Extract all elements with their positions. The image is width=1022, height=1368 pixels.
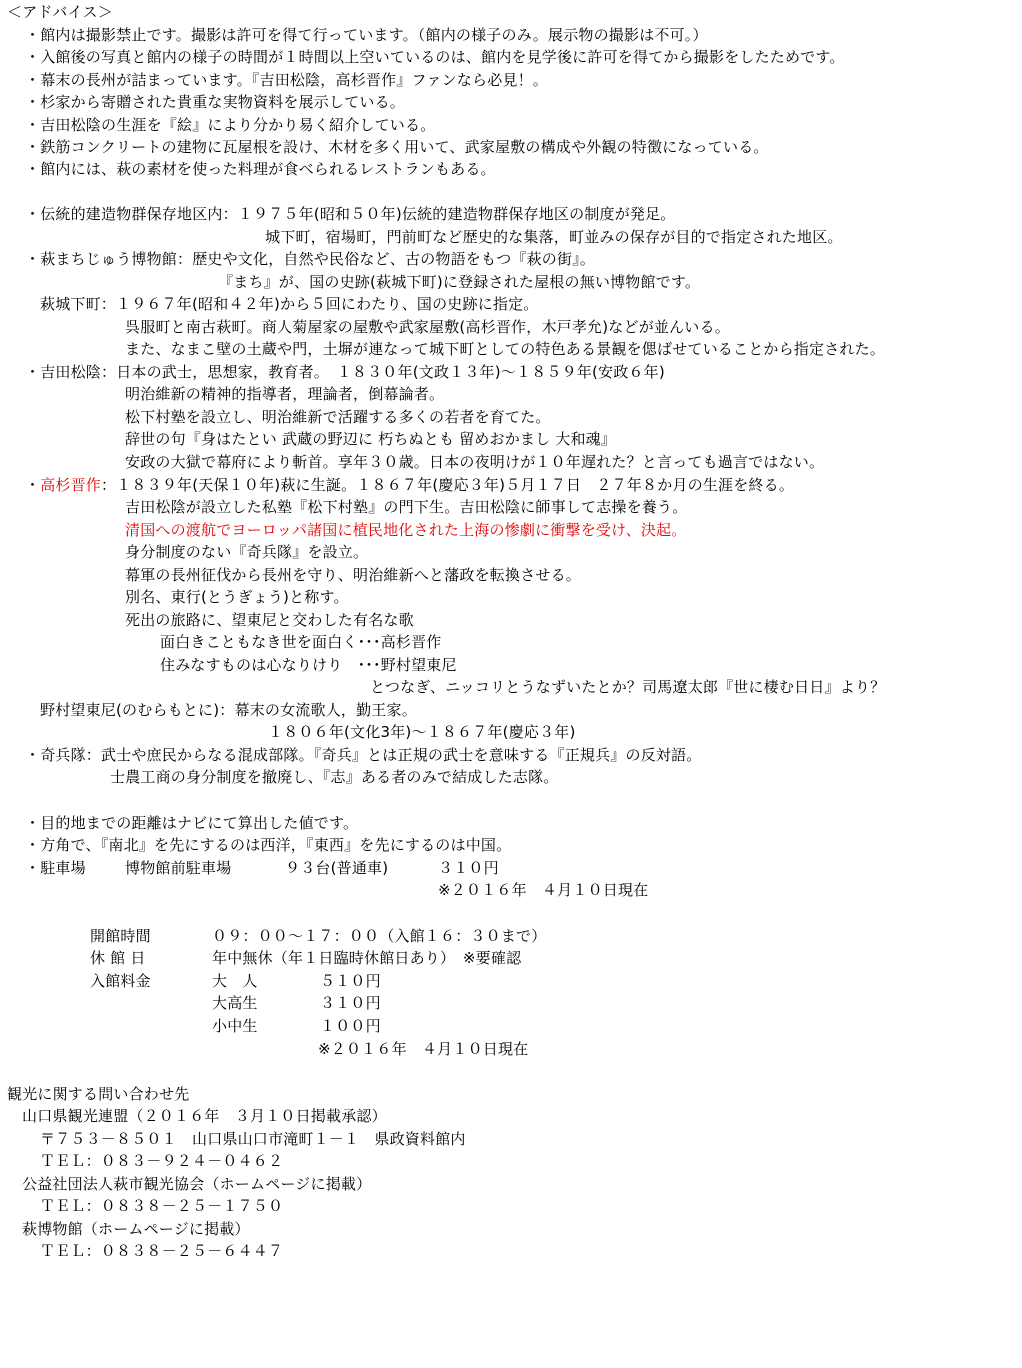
hours-fee-label: 入館料金: [90, 972, 151, 990]
glossary-jokamachi: 萩城下町：１９６７年(昭和４２年)から５回にわたり、国の史跡に指定。: [40, 295, 539, 313]
glossary-machijuu-detail: 『まち』が、国の史跡(萩城下町)に登録された屋根の無い博物館です。: [218, 273, 701, 291]
parking-count: ９３台(普通車): [285, 859, 389, 877]
advice-item: ・幕末の長州が詰まっています。『吉田松陰，高杉晋作』ファンなら必見！。: [25, 71, 549, 89]
glossary-takasugi-detail: 身分制度のない『奇兵隊』を設立。: [125, 543, 369, 561]
contact-org: 公益社団法人萩市観光協会（ホームページに掲載）: [22, 1175, 372, 1193]
fee-price: １００円: [320, 1017, 381, 1035]
parking-label: ・駐車場: [25, 859, 86, 877]
poem-line: 面白きこともなき世を面白く･･･高杉晋作: [160, 633, 442, 651]
fee-who: 大高生: [212, 994, 258, 1012]
glossary-yoshida: ・吉田松陰：日本の武士，思想家，教育者。 １８３０年(文政１３年)～１８５９年(安政６年): [25, 363, 665, 381]
glossary-dentou-detail: 城下町，宿場町，門前町など歴史的な集落，町並みの保存が目的で指定された地区。: [265, 228, 843, 246]
glossary-takasugi-detail: 幕軍の長州征伐から長州を守り、明治維新へと藩政を転換させる。: [125, 566, 582, 584]
parking-name: 博物館前駐車場: [125, 859, 232, 877]
note-item: ・目的地までの距離はナビにて算出した値です。: [25, 814, 359, 832]
advice-item: ・杉家から寄贈された貴重な実物資料を展示している。: [25, 93, 406, 111]
contact-heading: 観光に関する問い合わせ先: [7, 1085, 190, 1103]
glossary-kiheitai-detail: 士農工商の身分制度を撤廃し、『志』ある者のみで結成した志隊。: [110, 768, 559, 786]
takasugi-summary: ：１８３９年(天保１０年)萩に生誕。１８６７年(慶応３年)５月１７日 ２７年８か月の生涯を終る。: [101, 476, 795, 494]
advice-item: ・鉄筋コンクリートの建物に瓦屋根を設け、木材を多く用いて、武家屋敷の構成や外観の特徴になっている。: [25, 138, 769, 156]
advice-item: ・入館後の写真と館内の様子の時間が１時間以上空いているのは、館内を見学後に許可を得てから撮影をしたためです。: [25, 48, 845, 66]
glossary-takasugi: [25, 475, 794, 495]
contact-tel: ＴＥＬ：０８３－９２４－０４６２: [40, 1152, 284, 1170]
note-item: ・方角で、『南北』を先にするのは西洋，『東西』を先にするのは中国。: [25, 836, 512, 854]
contact-address: 〒７５３－８５０１ 山口県山口市滝町１－１ 県政資料館内: [40, 1130, 466, 1148]
contact-org: 萩博物館（ホームページに掲載）: [22, 1220, 250, 1238]
hours-open-label: 開館時間: [90, 927, 151, 945]
hours-closed-value: 年中無休（年１日臨時休館日あり） ※要確認: [212, 949, 522, 967]
takasugi-name: 高杉晋作: [40, 476, 102, 494]
fee-who: 大 人: [212, 972, 258, 990]
glossary-takasugi-highlight: 清国への渡航でヨーロッパ諸国に植民地化された上海の惨劇に衝撃を受け、決起。: [125, 521, 687, 539]
glossary-machijuu: ・萩まちじゅう博物館：歴史や文化，自然や民俗など、古の物語をもつ『萩の街』。: [25, 250, 596, 268]
fee-price: ５１０円: [320, 972, 381, 990]
glossary-yoshida-detail: 辞世の句『身はたとい 武蔵の野辺に 朽ちぬとも 留めおかまし 大和魂』: [125, 430, 617, 448]
glossary-yoshida-detail: 安政の大獄で幕府により斬首。享年３０歳。日本の夜明けが１０年遅れた？と言っても過言ではない。: [125, 453, 825, 471]
contact-tel: ＴＥＬ：０８３８－２５－６４４７: [40, 1242, 284, 1260]
contact-tel: ＴＥＬ：０８３８－２５－１７５０: [40, 1197, 284, 1215]
contact-org: 山口県観光連盟（２０１６年 ３月１０日掲載承認）: [22, 1107, 387, 1125]
glossary-nomura-detail: １８０６年(文化3年)～１８６７年(慶応３年): [268, 723, 576, 741]
hours-open-value: ０９：００～１７：００（入館１６：３０まで）: [212, 927, 547, 945]
glossary-jokamachi-detail: 呉服町と南古萩町。商人菊屋家の屋敷や武家屋敷(高杉晋作，木戸孝允)などが並んいる。: [125, 318, 730, 336]
hours-closed-label: 休 館 日: [90, 949, 146, 967]
advice-item: ・館内は撮影禁止です。撮影は許可を得て行っています。（館内の様子のみ。展示物の撮影は不可。）: [25, 26, 708, 44]
glossary-jokamachi-detail: また、なまこ壁の土蔵や門，土塀が連なって城下町としての特色ある景観を偲ばせていることから指定された。: [125, 340, 886, 358]
glossary-takasugi-detail: 吉田松陰が設立した私塾『松下村塾』の門下生。吉田松陰に師事して志操を養う。: [125, 498, 688, 516]
glossary-takasugi-detail: 死出の旅路に、望東尼と交わした有名な歌: [125, 611, 414, 629]
takasugi-bullet: ・: [25, 476, 41, 494]
glossary-dentou: ・伝統的建造物群保存地区内：１９７５年(昭和５０年)伝統的建造物群保存地区の制度が発足。: [25, 205, 676, 223]
fee-price: ３１０円: [320, 994, 381, 1012]
parking-fee: ３１０円: [438, 859, 499, 877]
advice-item: ・館内には、萩の素材を使った料理が食べられるレストランもある。: [25, 160, 496, 178]
glossary-yoshida-detail: 松下村塾を設立し、明治維新で活躍する多くの若者を育てた。: [125, 408, 551, 426]
glossary-yoshida-detail: 明治維新の精神的指導者，理論者，倒幕論者。: [125, 385, 445, 403]
poem-note: とつなぎ、ニッコリとうなずいたとか？司馬遼太郎『世に棲む日日』より？: [370, 678, 886, 696]
advice-heading: ＜アドバイス＞: [7, 3, 113, 21]
advice-item: ・吉田松陰の生涯を『絵』により分かり易く紹介している。: [25, 116, 436, 134]
glossary-nomura: 野村望東尼(のむらもとに)：幕末の女流歌人，勤王家。: [40, 701, 417, 719]
hours-as-of: ※２０１６年 ４月１０日現在: [318, 1040, 529, 1058]
fee-who: 小中生: [212, 1017, 258, 1035]
poem-line: 住みなすものは心なりけり ･･･野村望東尼: [160, 656, 457, 674]
glossary-takasugi-detail: 別名、東行(とうぎょう)と称す。: [125, 588, 349, 606]
parking-as-of: ※２０１６年 ４月１０日現在: [438, 881, 649, 899]
glossary-kiheitai: ・奇兵隊：武士や庶民からなる混成部隊。『奇兵』とは正規の武士を意味する『正規兵』の反対語。: [25, 746, 702, 764]
